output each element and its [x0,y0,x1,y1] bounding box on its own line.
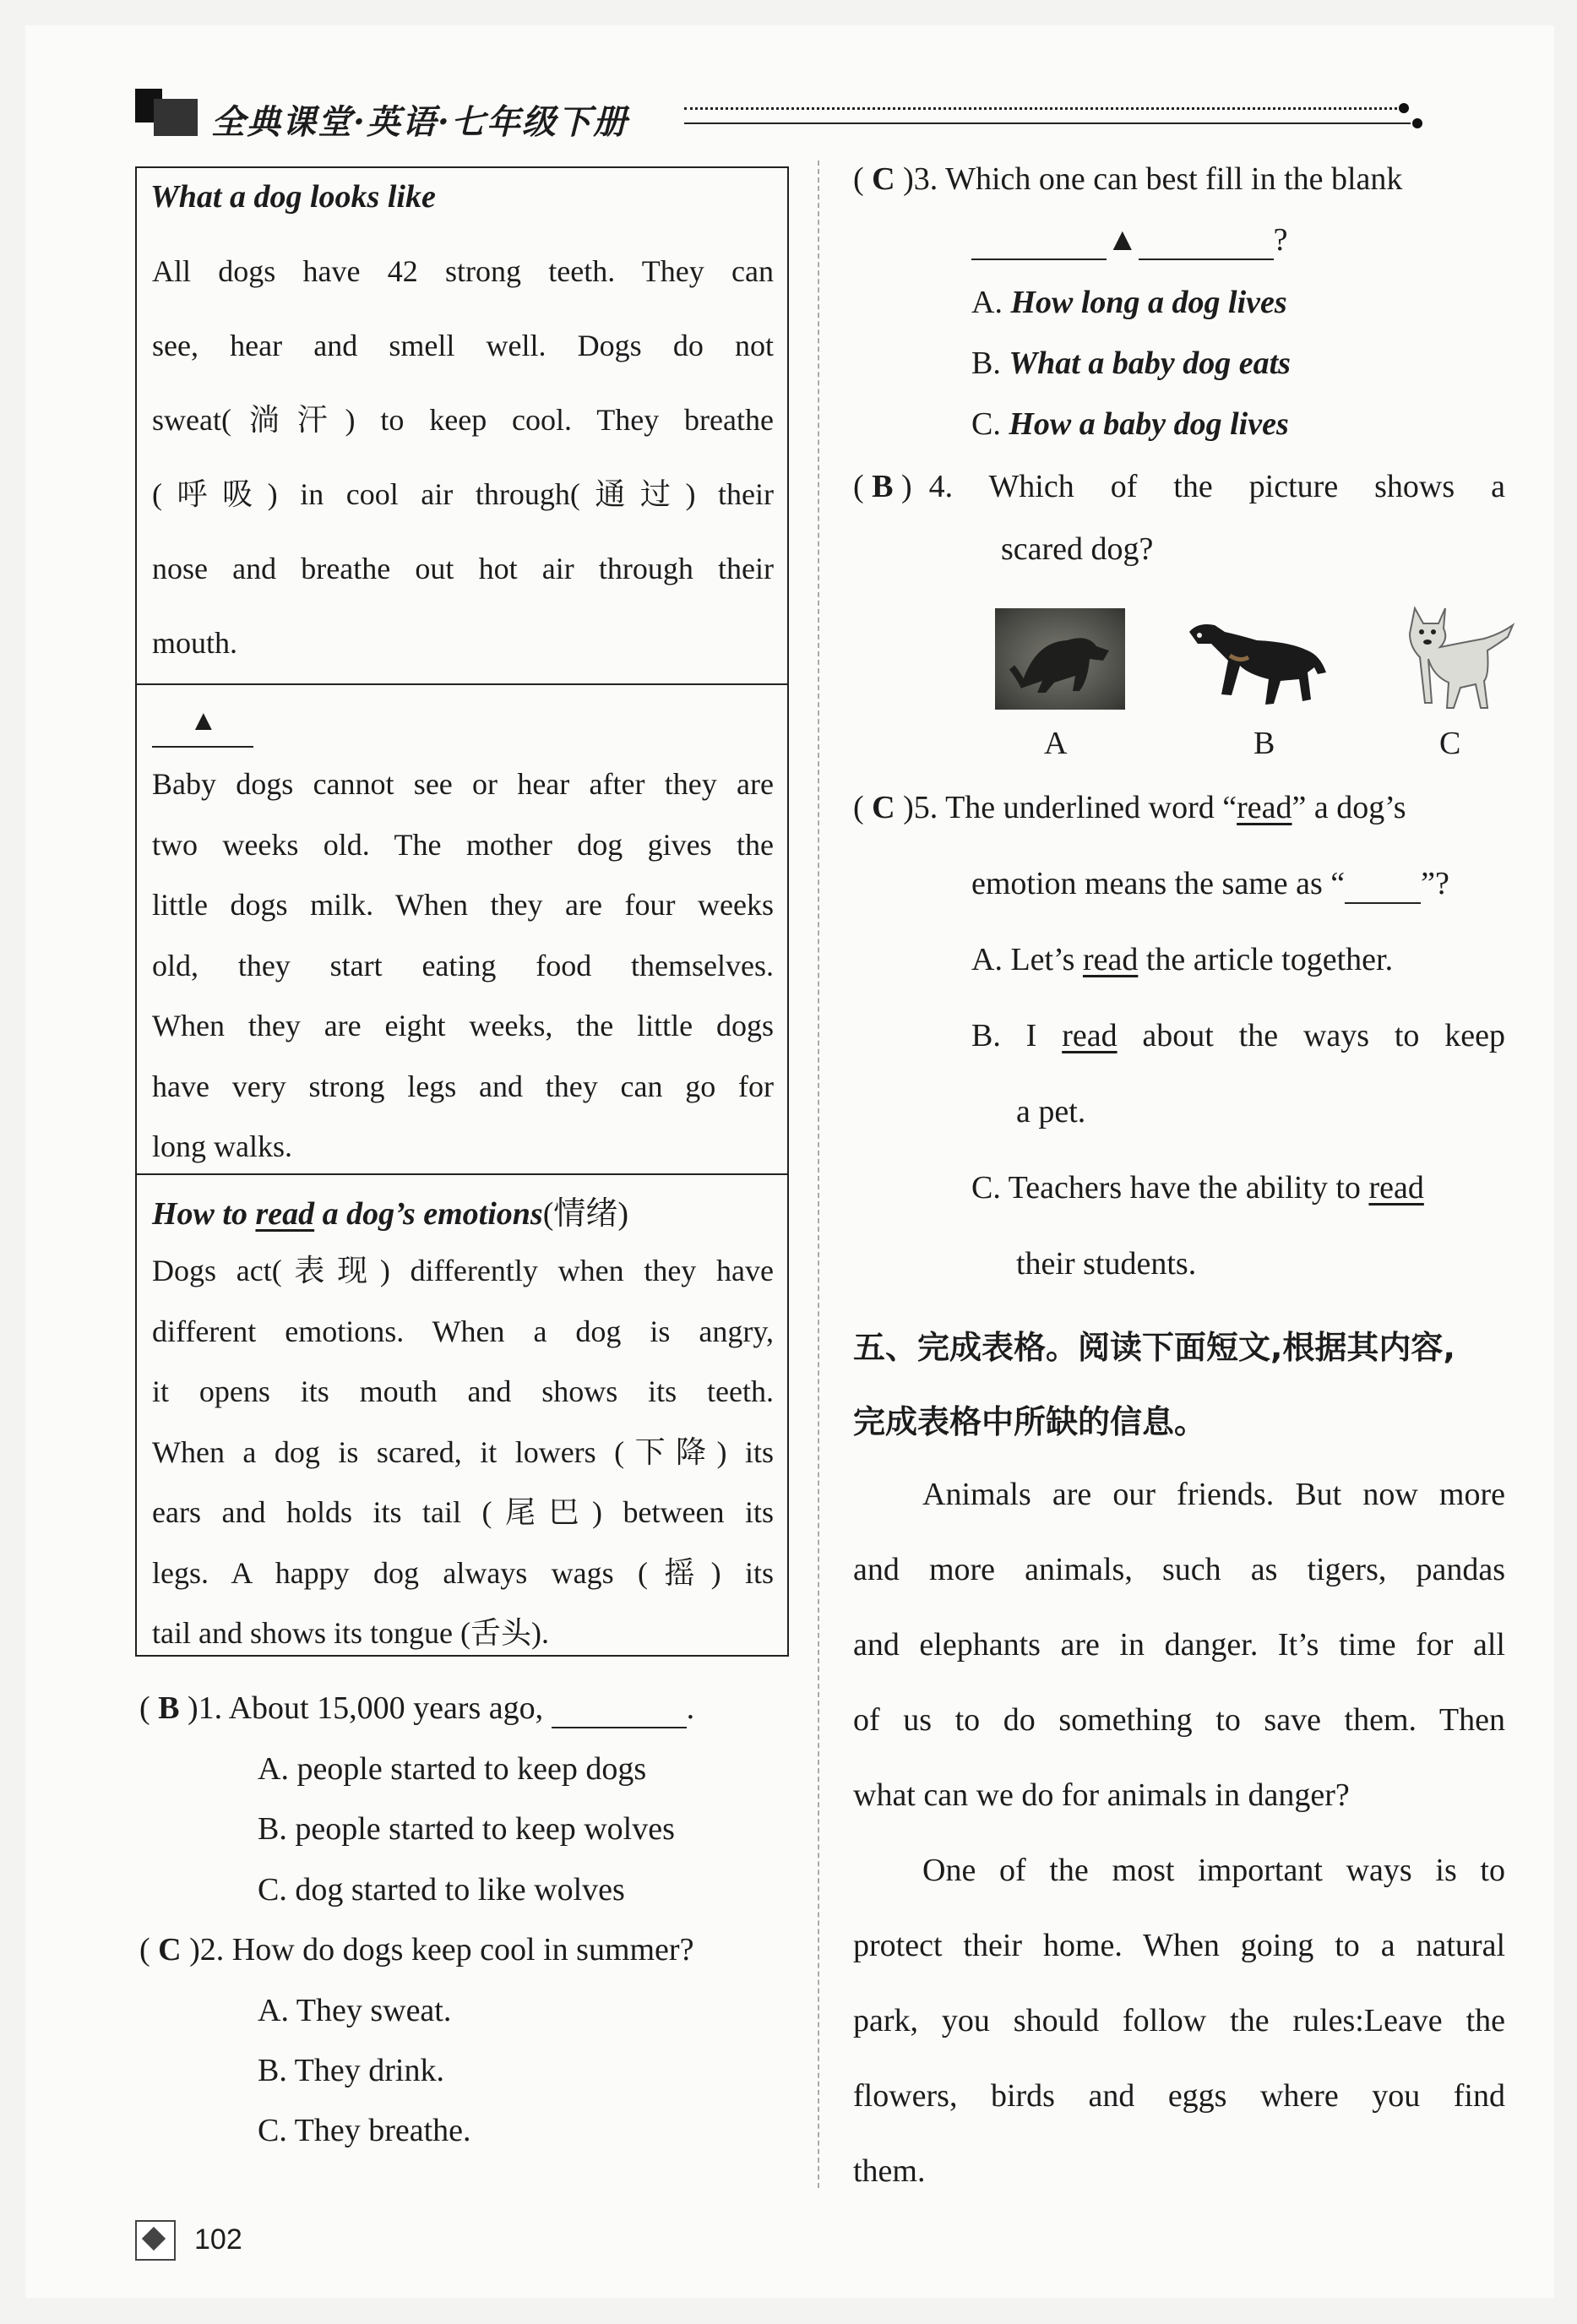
header-logo-block-2 [154,99,198,136]
passage-section-3 [137,1173,787,1657]
text-line: One of the most important ways is to [922,1853,1505,1888]
q5-option-c: C. Teachers have the ability to read [971,1170,1424,1206]
question-4: ( B ) 4. Which of the picture shows a [853,469,1505,504]
section-3-title: How to read a dog’s emotions(情绪) [152,1196,629,1232]
text-line: legs. A happy dog always wags (摇) its [152,1555,774,1590]
question-3: ( C )3. Which one can best fill in the blank [853,161,1403,197]
blank-heading [152,700,253,748]
text-line: different emotions. When a dog is angry, [152,1314,774,1348]
text-line: old, they start eating food themselves. [152,948,774,982]
text-line: of us to do something to save them. Then [853,1702,1505,1738]
part-5-heading-line-2: 完成表格中所缺的信息。 [853,1403,1207,1440]
triangle-icon: ▲ [1107,222,1139,258]
part-5-paragraph-1 [853,1457,1505,1833]
question-1: ( B )1. About 15,000 years ago, . [139,1690,694,1728]
column-divider [818,161,819,2188]
picture-label-c: C [1439,726,1461,761]
answer-blank [552,1690,687,1728]
text-line: flowers, birds and eggs where you find [853,2078,1505,2114]
triangle-icon: ▲ [189,705,218,737]
text-line: Dogs act(表现) differently when they have [152,1254,774,1287]
text-line: it opens its mouth and shows its teeth. [152,1374,774,1408]
text-line: Animals are our friends. But now more [922,1477,1505,1512]
q5-option-b-line-2: a pet. [1016,1094,1086,1129]
text-line: have very strong legs and they can go for [152,1069,774,1103]
text-line: nose and breathe out hot air through their [152,552,774,585]
part-5-paragraph-2 [853,1833,1505,2209]
text-line: and elephants are in danger. It’s time for all [853,1627,1505,1663]
text-line: mouth. [152,626,238,660]
text-line: When a dog is scared, it lowers (下降) its [152,1434,774,1469]
passage-box [135,166,789,1657]
text-line: and more animals, such as tigers, pandas [853,1552,1505,1587]
q5-option-a: A. Let’s read the article together. [971,942,1394,977]
picture-label-b: B [1253,726,1275,761]
page-header [135,89,1436,148]
text-line: ears and holds its tail (尾巴) between its [152,1495,774,1529]
text-line: sweat(淌汗) to keep cool. They breathe [152,403,774,437]
text-line: tail and shows its tongue (舌头). [152,1616,549,1650]
header-dot [1399,103,1409,113]
section-1-text [152,234,774,680]
q2-option-a: A. They sweat. [258,1993,452,2028]
diamond-icon [135,2220,176,2261]
q1-option-a: A. people started to keep dogs [258,1751,647,1787]
answer-blank [1345,865,1421,904]
text-line: Baby dogs cannot see or hear after they are [152,767,774,801]
text-line: (呼吸) in cool air through(通过) their [152,477,774,511]
text-line: little dogs milk. When they are four weeks [152,888,774,922]
text-line: park, you should follow the rules:Leave the [853,2003,1505,2038]
part-5-heading: 五、完成表格。阅读下面短文,根据其内容, [853,1329,1455,1366]
q2-option-c: C. They breathe. [258,2113,471,2148]
q3-option-c: C. How a baby dog lives [971,406,1289,442]
q5-option-b: B. I read about the ways to keep [971,1018,1506,1053]
q4-stem-line-2: scared dog? [1001,531,1154,567]
text-line: All dogs have 42 strong teeth. They can [152,254,774,288]
q3-option-a: A. How long a dog lives [971,285,1287,320]
header-solid-line [684,122,1411,124]
text-line: them. [853,2153,926,2189]
question-2: ( C )2. How do dogs keep cool in summer? [139,1932,694,1968]
page-number: 102 [194,2223,242,2256]
answer-mark: B [158,1690,180,1726]
answer-mark: C [158,1932,182,1968]
q3-option-b: B. What a baby dog eats [971,346,1291,381]
text-line: two weeks old. The mother dog gives the [152,827,774,862]
answer-mark: B [872,469,894,504]
text-line: protect their home. When going to a natural [853,1928,1505,1963]
header-title: 全典课堂·英语·七年级下册 [211,102,628,142]
text-line: what can we do for animals in danger? [853,1777,1350,1813]
answer-mark: C [872,161,895,197]
q5-option-c-line-2: their students. [1016,1246,1197,1282]
header-dotted-line [684,107,1402,110]
question-5: ( C )5. The underlined word “read” a dog’s [853,790,1406,825]
text-line: long walks. [152,1129,292,1163]
answer-mark: C [872,790,895,825]
text-line: When they are eight weeks, the little dogs [152,1009,774,1042]
picture-label-a: A [1044,726,1068,761]
dog-picture-c [1389,600,1516,718]
q1-option-c: C. dog started to like wolves [258,1872,625,1908]
dog-picture-a [995,608,1125,710]
passage-section-1 [137,168,787,683]
header-dot-2 [1412,118,1422,128]
q3-blank-line: ▲ ? [971,221,1288,260]
section-3-text [152,1241,774,1664]
dog-picture-b [1181,607,1333,716]
q1-option-b: B. people started to keep wolves [258,1811,675,1847]
section-2-text [152,754,774,1178]
text-line: see, hear and smell well. Dogs do not [152,329,774,362]
section-1-title: What a dog looks like [150,179,436,215]
passage-section-2 [137,683,787,1175]
q2-option-b: B. They drink. [258,2053,444,2088]
q5-stem-line-2: emotion means the same as “ ”? [971,865,1449,904]
